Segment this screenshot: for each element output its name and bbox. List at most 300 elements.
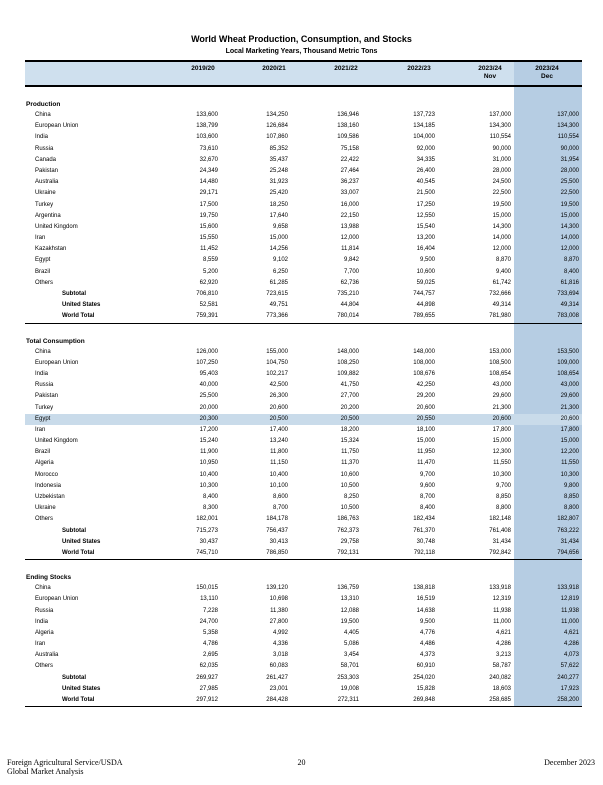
table-header	[25, 62, 582, 85]
table-row	[25, 436, 582, 447]
dec-column-band	[514, 324, 582, 336]
cell-value: 4,373	[419, 652, 435, 659]
cell-value: 744,757	[413, 291, 435, 297]
cell-value: 4,486	[419, 641, 435, 648]
column-header-year: 2022/23	[407, 65, 431, 72]
cell-value: 8,400	[202, 494, 218, 500]
cell-value: 792,131	[337, 549, 359, 556]
cell-value: 31,434	[492, 538, 511, 545]
table-row	[25, 289, 582, 300]
table-row	[25, 166, 582, 177]
row-label: Others	[35, 516, 54, 523]
cell-value: 4,776	[419, 629, 435, 636]
cell-value: 61,816	[560, 279, 579, 286]
cell-value: 22,500	[492, 190, 511, 197]
cell-value: 297,912	[196, 697, 218, 703]
cell-value: 133,600	[196, 112, 218, 118]
dec-column-band	[514, 560, 582, 572]
cell-value: 20,550	[416, 415, 435, 422]
row-label: United States	[62, 538, 101, 545]
table-row	[25, 684, 582, 695]
table-row	[25, 526, 582, 537]
row-label: Algeria	[35, 629, 54, 636]
table-row	[25, 617, 582, 628]
cell-value: 4,621	[563, 629, 579, 636]
table-row	[25, 233, 582, 244]
row-label: Australia	[35, 179, 59, 186]
row-label: Ukraine	[35, 190, 56, 197]
cell-value: 133,918	[557, 585, 579, 592]
cell-value: 780,014	[337, 313, 359, 320]
cell-value: 16,000	[340, 201, 359, 208]
cell-value: 20,500	[340, 415, 359, 422]
cell-value: 8,700	[419, 494, 435, 500]
table-row	[25, 200, 582, 211]
cell-value: 261,427	[266, 674, 288, 681]
cell-value: 126,000	[196, 348, 218, 355]
cell-value: 17,640	[269, 212, 288, 219]
cell-value: 10,400	[199, 471, 218, 478]
table-row	[25, 492, 582, 503]
section-title: Total Consumption	[26, 337, 85, 345]
page-title: World Wheat Production, Consumption, and Stocks	[191, 34, 412, 44]
cell-value: 58,787	[492, 663, 511, 670]
cell-value: 9,800	[563, 482, 579, 489]
cell-value: 761,408	[489, 527, 511, 534]
cell-value: 8,400	[419, 505, 435, 512]
column-header-year: 2020/21	[262, 65, 286, 72]
cell-value: 9,600	[419, 482, 435, 489]
cell-value: 49,751	[269, 302, 288, 309]
cell-value: 108,250	[337, 359, 359, 366]
row-label: Egypt	[35, 257, 51, 264]
column-header-month: Nov	[483, 73, 497, 80]
cell-value: 3,454	[343, 652, 359, 659]
row-label: World Total	[62, 549, 95, 556]
cell-value: 110,554	[557, 134, 579, 141]
table-row	[25, 188, 582, 199]
cell-value: 29,600	[492, 393, 511, 400]
cell-value: 8,850	[563, 494, 579, 500]
cell-value: 137,723	[413, 112, 435, 118]
cell-value: 60,910	[416, 663, 435, 670]
cell-value: 11,370	[341, 460, 359, 467]
cell-value: 24,500	[492, 179, 511, 186]
cell-value: 17,200	[199, 426, 218, 433]
cell-value: 27,700	[340, 393, 359, 400]
cell-value: 11,452	[200, 246, 218, 253]
cell-value: 11,550	[493, 460, 511, 467]
cell-value: 28,000	[560, 167, 579, 174]
cell-value: 35,437	[269, 156, 288, 163]
cell-value: 17,400	[269, 426, 288, 433]
cell-value: 20,600	[269, 404, 288, 411]
cell-value: 254,020	[413, 674, 435, 681]
cell-value: 20,600	[492, 415, 511, 422]
cell-value: 10,600	[416, 268, 435, 275]
row-label: United States	[62, 685, 101, 692]
row-label: Argentina	[35, 212, 61, 219]
section-title: Production	[26, 101, 61, 108]
table-row	[25, 403, 582, 414]
cell-value: 15,000	[416, 438, 435, 445]
cell-value: 781,980	[489, 313, 511, 320]
table-row	[25, 369, 582, 380]
cell-value: 30,413	[269, 538, 288, 545]
table-section	[25, 99, 582, 323]
cell-value: 15,540	[416, 223, 435, 230]
row-label: Russia	[35, 382, 54, 389]
cell-value: 139,120	[266, 585, 288, 592]
cell-value: 14,300	[560, 223, 579, 230]
cell-value: 14,480	[199, 179, 218, 186]
cell-value: 13,240	[269, 438, 288, 445]
cell-value: 109,000	[557, 359, 579, 366]
cell-value: 20,300	[199, 415, 218, 422]
cell-value: 62,920	[199, 279, 218, 286]
cell-value: 90,000	[492, 145, 511, 152]
cell-value: 14,000	[492, 235, 511, 242]
cell-value: 30,437	[199, 538, 218, 545]
cell-value: 11,150	[270, 460, 288, 467]
row-label: Uzbekistan	[35, 494, 65, 500]
column-header-year: 2023/24	[478, 65, 502, 72]
cell-value: 9,500	[419, 618, 435, 625]
cell-value: 59,025	[416, 279, 435, 286]
row-label: Turkey	[35, 201, 54, 208]
cell-value: 4,786	[202, 641, 218, 648]
cell-value: 18,250	[269, 201, 288, 208]
cell-value: 31,954	[560, 156, 579, 163]
cell-value: 95,403	[199, 370, 218, 377]
cell-value: 30,748	[416, 538, 435, 545]
cell-value: 9,842	[343, 257, 359, 264]
cell-value: 17,800	[492, 426, 511, 433]
cell-value: 17,500	[199, 201, 218, 208]
cell-value: 182,434	[413, 516, 435, 523]
row-label: Brazil	[35, 449, 51, 456]
cell-value: 29,758	[340, 538, 359, 545]
cell-value: 134,250	[266, 112, 288, 118]
cell-value: 8,700	[272, 505, 288, 512]
cell-value: 11,000	[561, 618, 579, 625]
column-header-year: 2019/20	[191, 65, 215, 72]
cell-value: 7,700	[343, 268, 359, 275]
cell-value: 15,000	[560, 212, 579, 219]
cell-value: 58,701	[340, 663, 359, 670]
row-label: Iran	[35, 235, 46, 242]
cell-value: 138,799	[196, 123, 218, 130]
cell-value: 3,213	[495, 652, 511, 659]
table-row	[25, 447, 582, 458]
cell-value: 11,750	[341, 449, 359, 456]
table-row	[25, 661, 582, 672]
cell-value: 31,000	[492, 156, 511, 163]
cell-value: 12,000	[560, 246, 579, 253]
cell-value: 138,818	[413, 585, 435, 592]
cell-value: 9,102	[272, 257, 288, 264]
table-row	[25, 300, 582, 311]
cell-value: 62,736	[340, 279, 359, 286]
cell-value: 17,800	[560, 426, 579, 433]
cell-value: 4,992	[272, 629, 288, 636]
cell-value: 284,428	[266, 697, 288, 703]
cell-value: 3,018	[272, 652, 288, 659]
cell-value: 10,300	[492, 471, 511, 478]
row-label: Subtotal	[62, 527, 86, 534]
cell-value: 789,655	[413, 313, 435, 320]
cell-value: 182,807	[557, 516, 579, 523]
cell-value: 43,000	[560, 382, 579, 389]
table-row	[25, 481, 582, 492]
cell-value: 25,500	[560, 179, 579, 186]
cell-value: 26,400	[416, 167, 435, 174]
section-gap	[25, 560, 582, 572]
cell-value: 723,615	[266, 291, 288, 297]
cell-value: 794,656	[557, 549, 579, 556]
cell-value: 14,300	[492, 223, 511, 230]
cell-value: 61,742	[492, 279, 511, 286]
cell-value: 62,035	[199, 663, 218, 670]
cell-value: 57,622	[560, 663, 579, 670]
cell-value: 10,950	[199, 460, 218, 467]
cell-value: 41,750	[340, 382, 359, 389]
cell-value: 134,300	[489, 123, 511, 130]
cell-value: 27,800	[269, 618, 288, 625]
footer-date: December 2023	[544, 758, 595, 767]
cell-value: 11,814	[341, 246, 359, 253]
cell-value: 107,250	[196, 359, 218, 366]
cell-value: 10,500	[340, 482, 359, 489]
cell-value: 269,927	[196, 674, 218, 681]
dec-column-band	[514, 87, 582, 99]
cell-value: 182,001	[196, 516, 218, 523]
cell-value: 8,559	[202, 257, 218, 264]
row-label: Brazil	[35, 268, 51, 275]
cell-value: 12,000	[492, 246, 511, 253]
cell-value: 9,658	[272, 223, 288, 230]
table-row	[25, 673, 582, 684]
cell-value: 136,946	[337, 112, 359, 118]
table-row	[25, 628, 582, 639]
cell-value: 18,100	[416, 426, 435, 433]
table-row	[25, 311, 582, 322]
cell-value: 34,335	[416, 156, 435, 163]
row-label: Algeria	[35, 460, 54, 467]
cell-value: 32,670	[199, 156, 218, 163]
cell-value: 153,000	[489, 348, 511, 355]
cell-value: 8,600	[272, 494, 288, 500]
table-row	[25, 267, 582, 278]
cell-value: 19,750	[199, 212, 218, 219]
cell-value: 5,358	[202, 629, 218, 636]
cell-value: 60,083	[269, 663, 288, 670]
cell-value: 4,336	[272, 641, 288, 648]
row-label: Subtotal	[62, 291, 86, 297]
cell-value: 15,828	[416, 685, 435, 692]
table-row	[25, 132, 582, 143]
cell-value: 40,545	[416, 179, 435, 186]
table-row	[25, 177, 582, 188]
cell-value: 783,008	[557, 313, 579, 320]
column-header	[311, 65, 381, 73]
cell-value: 186,763	[337, 516, 359, 523]
section-rule	[25, 706, 582, 707]
cell-value: 11,470	[417, 460, 435, 467]
cell-value: 24,349	[199, 167, 218, 174]
cell-value: 4,286	[495, 641, 511, 648]
cell-value: 762,373	[337, 527, 359, 534]
cell-value: 10,300	[560, 471, 579, 478]
cell-value: 137,000	[489, 112, 511, 118]
cell-value: 7,228	[202, 607, 218, 614]
cell-value: 9,400	[495, 268, 511, 275]
cell-value: 240,082	[489, 674, 511, 681]
cell-value: 153,500	[557, 348, 579, 355]
cell-value: 16,404	[416, 246, 435, 253]
cell-value: 15,000	[492, 212, 511, 219]
table-row	[25, 255, 582, 266]
table-row	[25, 594, 582, 605]
column-header	[384, 65, 454, 73]
cell-value: 20,500	[269, 415, 288, 422]
cell-value: 150,015	[196, 585, 218, 592]
cell-value: 28,000	[492, 167, 511, 174]
row-label: Pakistan	[35, 167, 59, 174]
table-row	[25, 380, 582, 391]
cell-value: 92,000	[416, 145, 435, 152]
cell-value: 85,352	[269, 145, 288, 152]
cell-value: 138,160	[337, 123, 359, 130]
table-row	[25, 155, 582, 166]
cell-value: 258,685	[489, 697, 511, 703]
cell-value: 15,240	[199, 438, 218, 445]
table-body	[25, 87, 582, 707]
cell-value: 733,694	[557, 291, 579, 297]
cell-value: 5,200	[202, 268, 218, 275]
table-row	[25, 414, 582, 425]
cell-value: 11,800	[270, 449, 288, 456]
table-row	[25, 548, 582, 559]
table-row	[25, 244, 582, 255]
cell-value: 8,250	[343, 494, 359, 500]
cell-value: 13,110	[200, 596, 218, 603]
row-label: United Kingdom	[35, 438, 78, 445]
cell-value: 792,118	[413, 549, 435, 556]
table-row	[25, 650, 582, 661]
cell-value: 15,000	[560, 438, 579, 445]
table-row	[25, 503, 582, 514]
cell-value: 107,860	[266, 134, 288, 141]
row-label: World Total	[62, 313, 95, 320]
page-subtitle: Local Marketing Years, Thousand Metric Tons	[225, 48, 378, 55]
cell-value: 42,500	[269, 382, 288, 389]
cell-value: 134,185	[413, 123, 435, 130]
table-row	[25, 278, 582, 289]
column-header-year: 2021/22	[334, 65, 358, 72]
footer-agency: Foreign Agricultural Service/USDA	[7, 758, 123, 767]
table-row	[25, 470, 582, 481]
cell-value: 715,273	[196, 527, 218, 534]
cell-value: 40,000	[199, 382, 218, 389]
cell-value: 2,695	[202, 652, 218, 659]
column-header	[239, 65, 309, 73]
cell-value: 25,500	[199, 393, 218, 400]
cell-value: 19,500	[492, 201, 511, 208]
cell-value: 33,007	[340, 190, 359, 197]
cell-value: 10,698	[269, 596, 288, 603]
row-label: Iran	[35, 426, 46, 433]
cell-value: 29,171	[199, 190, 218, 197]
cell-value: 773,366	[266, 313, 288, 320]
cell-value: 8,400	[563, 268, 579, 275]
cell-value: 104,750	[266, 359, 288, 366]
cell-value: 109,586	[337, 134, 359, 141]
cell-value: 786,850	[266, 549, 288, 556]
cell-value: 21,500	[416, 190, 435, 197]
cell-value: 126,684	[266, 123, 288, 130]
cell-value: 27,985	[199, 685, 218, 692]
cell-value: 8,300	[202, 505, 218, 512]
row-label: Egypt	[35, 415, 51, 422]
cell-value: 49,314	[492, 302, 511, 309]
cell-value: 9,700	[495, 482, 511, 489]
cell-value: 75,158	[340, 145, 359, 152]
cell-value: 6,250	[272, 268, 288, 275]
cell-value: 19,500	[560, 201, 579, 208]
row-label: Morocco	[35, 471, 59, 478]
cell-value: 44,898	[416, 302, 435, 309]
cell-value: 10,400	[269, 471, 288, 478]
cell-value: 14,256	[269, 246, 288, 253]
cell-value: 9,500	[419, 257, 435, 264]
cell-value: 104,000	[413, 134, 435, 141]
cell-value: 11,900	[200, 449, 218, 456]
cell-value: 22,150	[340, 212, 359, 219]
row-label: Australia	[35, 652, 59, 659]
cell-value: 148,000	[413, 348, 435, 355]
cell-value: 22,500	[560, 190, 579, 197]
table-row	[25, 222, 582, 233]
row-label: European Union	[35, 359, 79, 366]
cell-value: 102,217	[266, 370, 288, 377]
footer-report: Global Market Analysis	[7, 767, 84, 776]
cell-value: 31,434	[560, 538, 579, 545]
table-row	[25, 695, 582, 706]
cell-value: 134,300	[557, 123, 579, 130]
cell-value: 13,200	[416, 235, 435, 242]
cell-value: 137,000	[557, 112, 579, 118]
table-row	[25, 110, 582, 121]
cell-value: 182,148	[489, 516, 511, 523]
cell-value: 253,303	[337, 674, 359, 681]
table-row	[25, 425, 582, 436]
cell-value: 14,000	[560, 235, 579, 242]
cell-value: 8,870	[495, 257, 511, 264]
cell-value: 90,000	[560, 145, 579, 152]
column-header	[512, 65, 582, 81]
cell-value: 26,300	[269, 393, 288, 400]
row-label: Kazakhstan	[35, 246, 67, 253]
cell-value: 15,600	[199, 223, 218, 230]
cell-value: 15,324	[340, 438, 359, 445]
table-row	[25, 514, 582, 525]
cell-value: 756,437	[266, 527, 288, 534]
cell-value: 735,210	[337, 291, 359, 297]
cell-value: 108,654	[489, 370, 511, 377]
cell-value: 11,950	[417, 449, 435, 456]
row-label: European Union	[35, 596, 79, 603]
